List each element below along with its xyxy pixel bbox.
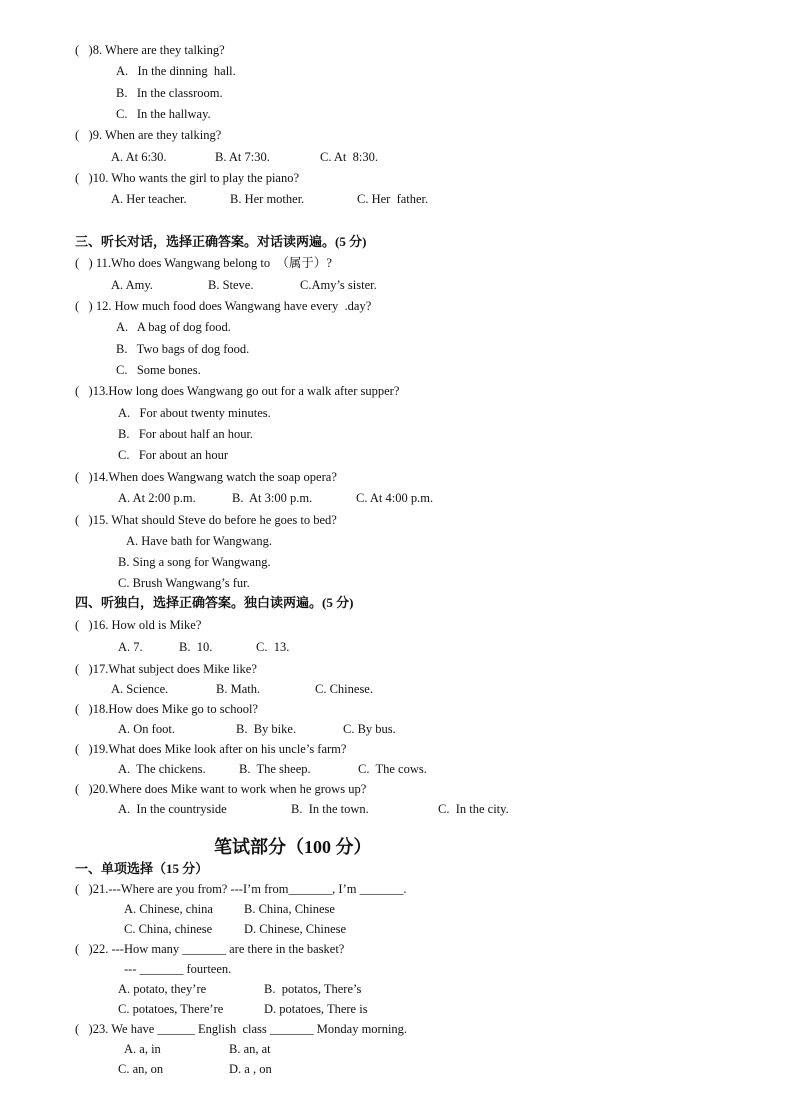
q21-option-b: B. China, Chinese [244,902,335,916]
q8-option-a: A. In the dinning hall. [116,64,236,78]
q18-option-b: B. By bike. [236,722,297,736]
q9-stem: ( )9. When are they talking? [75,128,222,142]
q22-stem: ( )22. ---How many _______ are there in the basket? [75,942,345,956]
q15-option-a: A. Have bath for Wangwang. [126,534,272,548]
q22-reply: --- _______ fourteen. [124,962,232,976]
q17-stem: ( )17.What subject does Mike like? [75,662,257,676]
q13-option-b: B. For about half an hour. [118,427,254,441]
q10-option-a: A. Her teacher. [111,192,187,206]
q17-option-a: A. Science. [111,682,169,696]
q20-option-b: B. In the town. [291,802,369,816]
q23-option-a: A. a, in [124,1042,161,1056]
q23-stem: ( )23. We have ______ English class _______ Monday morning. [75,1022,408,1036]
q16-stem: ( )16. How old is Mike? [75,618,202,632]
q8-option-b: B. In the classroom. [116,86,223,100]
q23-option-c: C. an, on [118,1062,164,1076]
q15-stem: ( )15. What should Steve do before he goes to bed? [75,513,337,527]
q14-option-a: A. At 2:00 p.m. [118,491,196,505]
q12-option-a: A. A bag of dog food. [116,320,231,334]
q20-stem: ( )20.Where does Mike want to work when he grows up? [75,782,367,796]
q21-option-d: D. Chinese, Chinese [244,922,347,936]
q22-option-c: C. potatoes, There’re [118,1002,224,1016]
q20-option-c: C. In the city. [438,802,509,816]
q17-option-b: B. Math. [216,682,261,696]
q15-option-b: B. Sing a song for Wangwang. [118,555,271,569]
q20-option-a: A. In the countryside [118,802,227,816]
q17-option-c: C. Chinese. [315,682,373,696]
section-written-1-heading: 一、单项选择（15 分） [75,861,209,876]
q18-option-a: A. On foot. [118,722,175,736]
q11-option-c: C.Amy’s sister. [300,278,377,292]
q18-option-c: C. By bus. [343,722,396,736]
q23-option-b: B. an, at [229,1042,271,1056]
q13-option-c: C. For about an hour [118,448,229,462]
section-4-heading: 四、听独白，选择正确答案。独白读两遍。(5 分) [75,595,354,610]
q12-stem: ( ) 12. How much food does Wangwang have every .day? [75,299,372,313]
q14-option-c: C. At 4:00 p.m. [356,491,434,505]
q19-option-a: A. The chickens. [118,762,206,776]
q22-option-d: D. potatoes, There is [264,1002,368,1016]
q19-stem: ( )19.What does Mike look after on his uncle’s farm? [75,742,347,756]
q21-option-a: A. Chinese, china [124,902,213,916]
q16-option-b: B. 10. [179,640,213,654]
q9-option-c: C. At 8:30. [320,150,378,164]
q19-option-b: B. The sheep. [239,762,311,776]
q11-option-a: A. Amy. [111,278,153,292]
q10-stem: ( )10. Who wants the girl to play the piano? [75,171,300,185]
q21-option-c: C. China, chinese [124,922,213,936]
q15-option-c: C. Brush Wangwang’s fur. [118,576,250,590]
q13-option-a: A. For about twenty minutes. [118,406,271,420]
q10-option-b: B. Her mother. [230,192,305,206]
q18-stem: ( )18.How does Mike go to school? [75,702,258,716]
q22-option-a: A. potato, they’re [118,982,207,996]
q9-option-a: A. At 6:30. [111,150,167,164]
q21-stem: ( )21.---Where are you from? ---I’m from_______, I’m _______. [75,882,407,896]
q23-option-d: D. a , on [229,1062,272,1076]
q11-option-b: B. Steve. [208,278,254,292]
q19-option-c: C. The cows. [358,762,427,776]
q11-stem: ( ) 11.Who does Wangwang belong to （属于）? [75,256,332,270]
q8-option-c: C. In the hallway. [116,107,211,121]
q16-option-c: C. 13. [256,640,290,654]
q13-stem: ( )13.How long does Wangwang go out for a walk after supper? [75,384,400,398]
q12-option-b: B. Two bags of dog food. [116,342,250,356]
q12-option-c: C. Some bones. [116,363,201,377]
q10-option-c: C. Her father. [357,192,429,206]
written-part-title: 笔试部分（100 分） [214,837,372,857]
q16-option-a: A. 7. [118,640,143,654]
section-3-heading: 三、听长对话，选择正确答案。对话读两遍。(5 分) [75,234,367,249]
q14-stem: ( )14.When does Wangwang watch the soap opera? [75,470,337,484]
q14-option-b: B. At 3:00 p.m. [232,491,313,505]
q22-option-b: B. potatos, There’s [264,982,362,996]
q8-stem: ( )8. Where are they talking? [75,43,225,57]
q9-option-b: B. At 7:30. [215,150,270,164]
